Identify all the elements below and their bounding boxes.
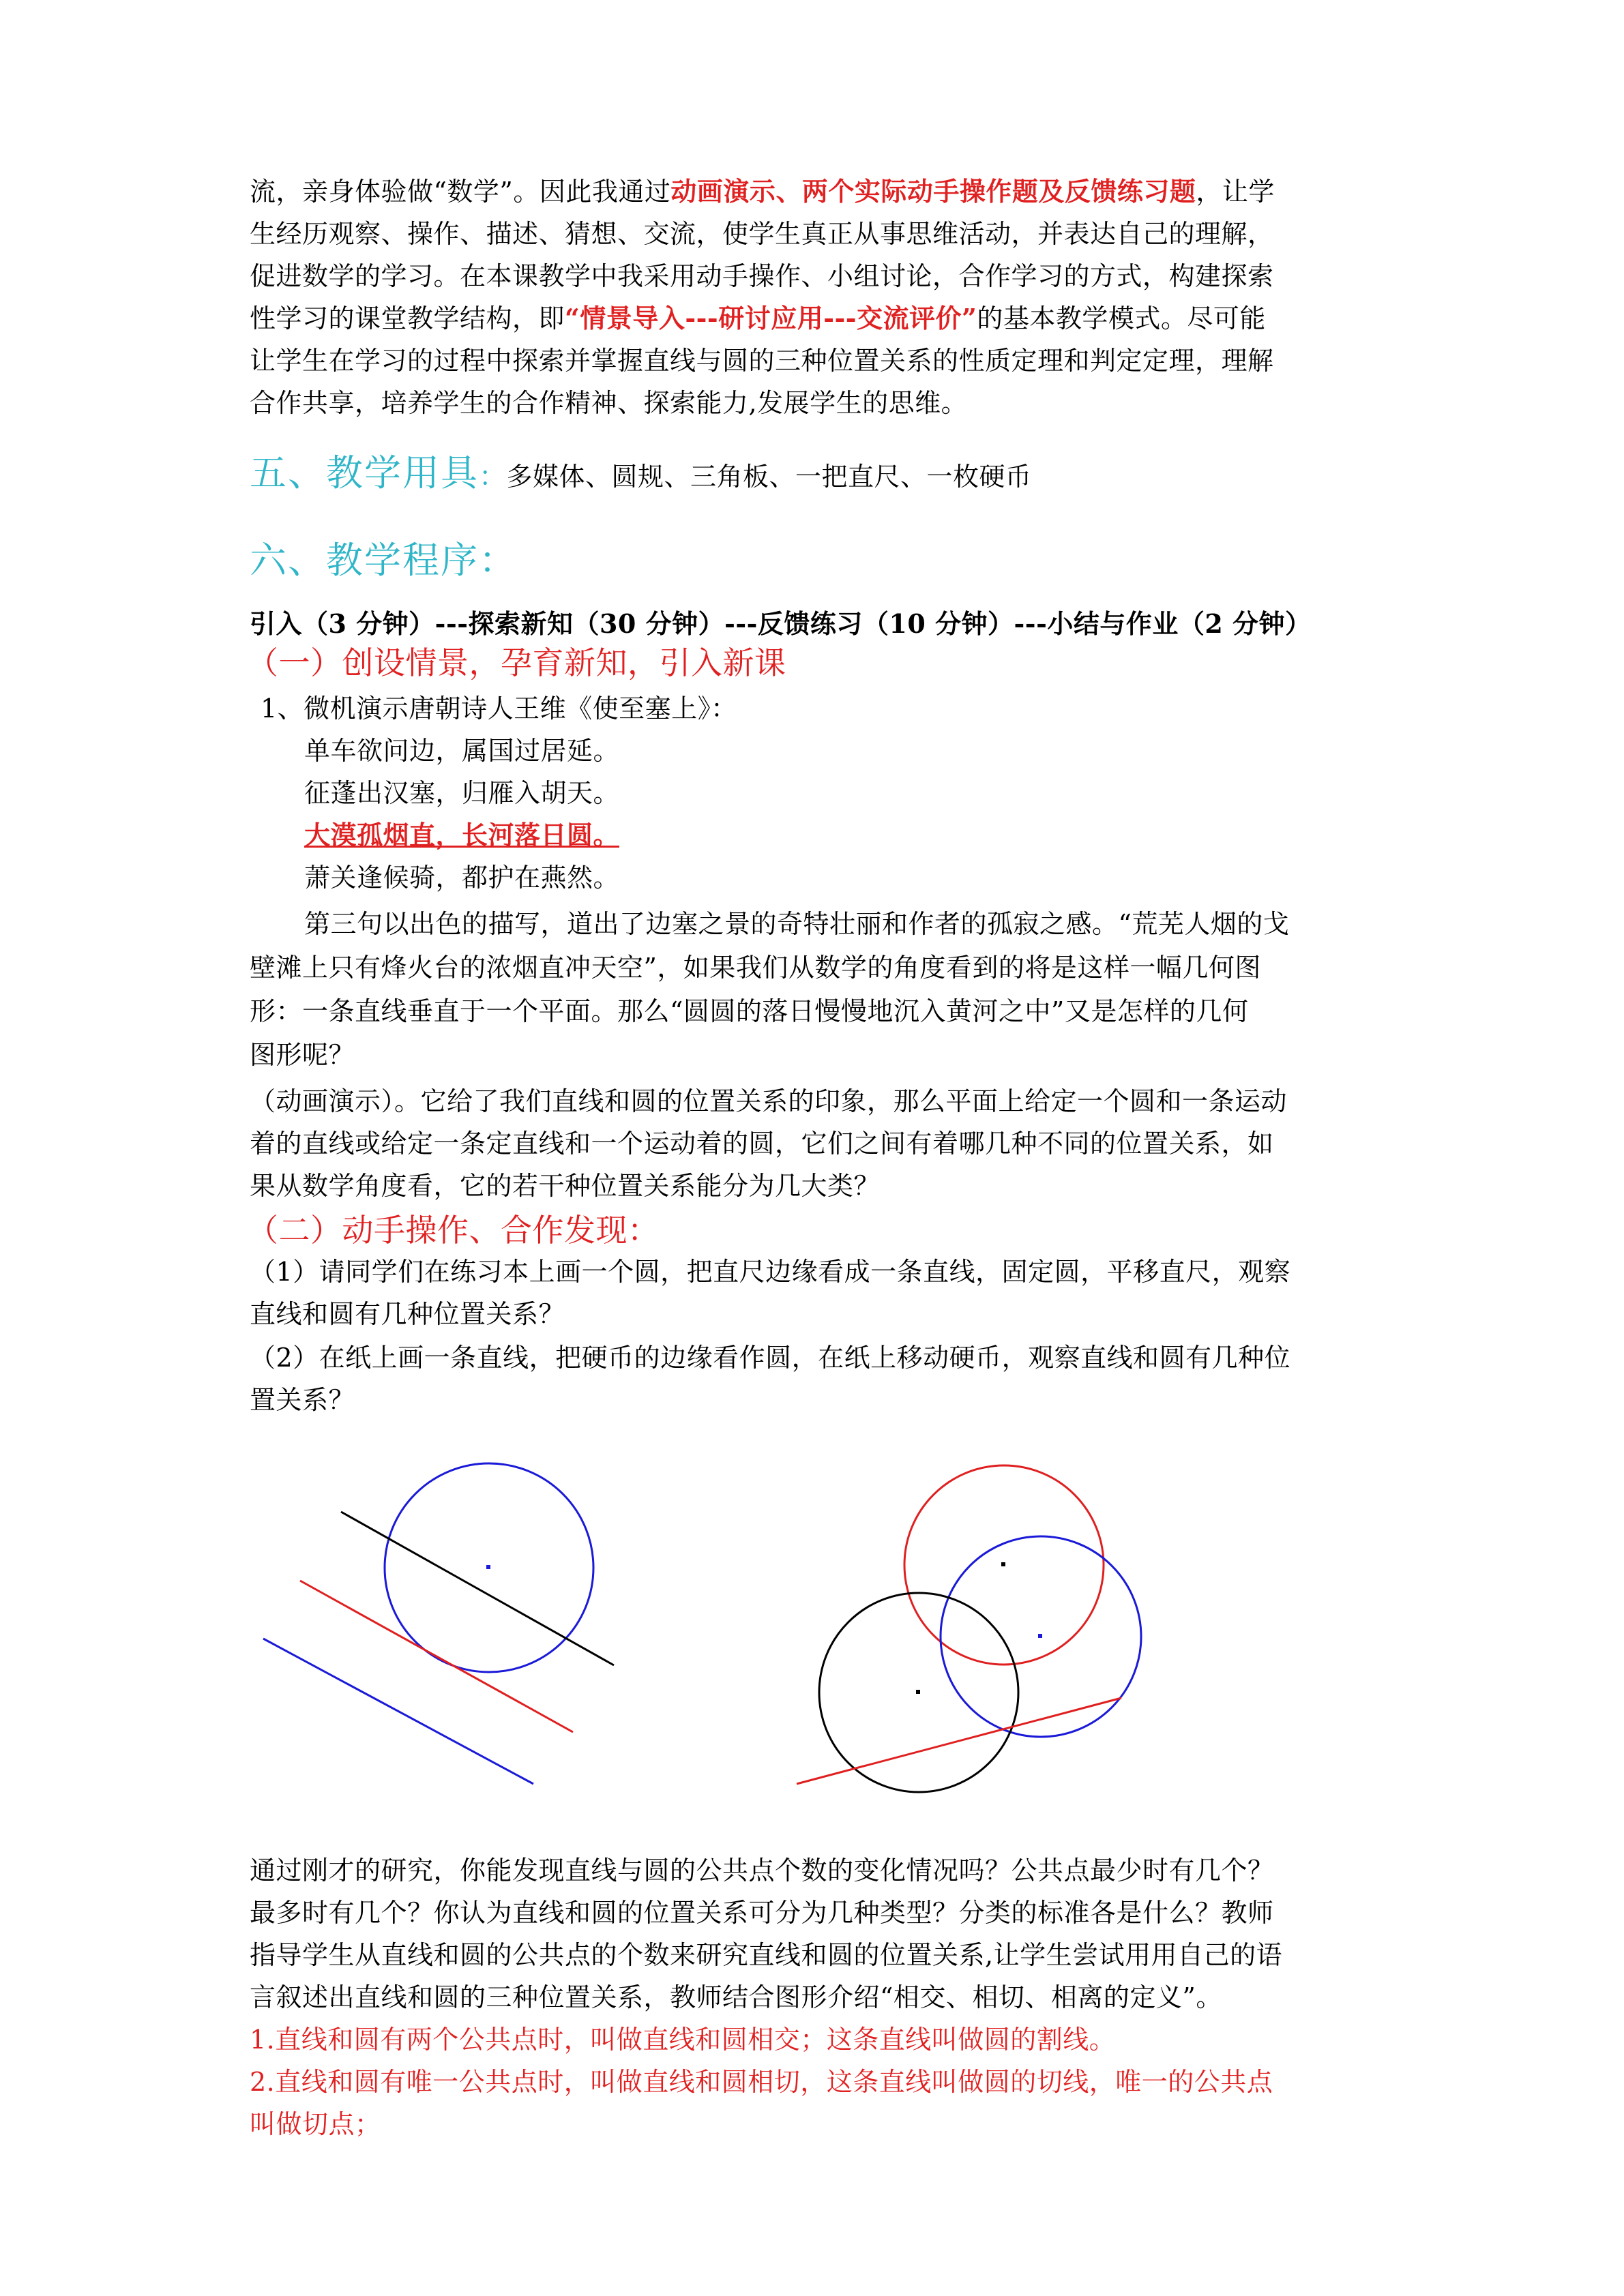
figure1-separate-line (263, 1639, 533, 1784)
figure2-dot-red (1001, 1562, 1005, 1566)
section3-line2: 最多时有几个？你认为直线和圆的位置关系可分为几种类型？分类的标准各是什么？教师 (250, 1898, 1274, 1928)
section2-q1-line2: 直线和圆有几种位置关系？ (250, 1299, 565, 1329)
figure-circle-moving (784, 1446, 1166, 1800)
section3-line1: 通过刚才的研究，你能发现直线与圆的公共点个数的变化情况吗？公共点最少时有几个？ (250, 1855, 1274, 1885)
section2-q2-line2: 置关系？ (250, 1385, 355, 1415)
para1-highlight-model: “情景导入---研讨应用---交流评价” (565, 303, 977, 333)
figure2-line (797, 1698, 1121, 1784)
tools-heading: 五、教学用具 (250, 451, 479, 494)
procedure-heading: 六、教学程序 (250, 539, 479, 582)
procedure-row (250, 536, 517, 588)
poem-line-4: 萧关逢候骑，都护在燕然。 (304, 863, 620, 893)
section2-q2-line1: （2）在纸上画一条直线，把硬币的边缘看作圆，在纸上移动硬币，观察直线和圆有几种位 (250, 1343, 1291, 1373)
figure1-center-dot (486, 1565, 490, 1569)
section2-q1-line1: （1）请同学们在练习本上画一个圆，把直尺边缘看成一条直线，固定圆，平移直尺，观察 (250, 1257, 1291, 1287)
para1-text: 流，亲身体验做“数学”。因此我通过 (250, 177, 671, 207)
section1-para-line7: 果从数学角度看，它的若干种位置关系能分为几大类？ (250, 1171, 881, 1201)
figure2-dot-black (916, 1690, 920, 1694)
section1-para-line4: 图形呢？ (250, 1040, 355, 1070)
section1-para-line2: 壁滩上只有烽火台的浓烟直冲天空”，如果我们从数学的角度看到的将是这样一幅几何图 (250, 953, 1261, 983)
definition-tangent-line1: 2.直线和圆有唯一公共点时，叫做直线和圆相切，这条直线叫做圆的切线，唯一的公共点 (250, 2067, 1273, 2097)
section1-para-line5: （动画演示）。它给了我们直线和圆的位置关系的印象，那么平面上给定一个圆和一条运动 (250, 1086, 1288, 1116)
section1-item1: 1、微机演示唐朝诗人王维《使至塞上》： (261, 694, 737, 724)
section1-para-line1: 第三句以出色的描写，道出了边塞之景的奇特壮丽和作者的孤寂之感。“荒芜人烟的戈 (304, 909, 1290, 939)
poem-line-1: 单车欲问边，属国过居延。 (304, 736, 620, 766)
procedure-timeline: 引入（3 分钟）---探索新知（30 分钟）---反馈练习（10 分钟）---小结与作业（2 分钟） (250, 608, 1312, 639)
para1-line5: 让学生在学习的过程中探索并掌握直线与圆的三种位置关系的性质定理和判定定理，理解 (250, 346, 1274, 376)
figure-lines-moving (252, 1446, 634, 1800)
para1-text: 性学习的课堂教学结构，即 (250, 303, 565, 333)
section3-line3: 指导学生从直线和圆的公共点的个数来研究直线和圆的位置关系,让学生尝试用用自己的语 (250, 1940, 1283, 1970)
section2-title: （二）动手操作、合作发现： (247, 1212, 660, 1249)
para1-line3: 促进数学的学习。在本课教学中我采用动手操作、小组讨论，合作学习的方式，构建探索 (250, 261, 1274, 291)
poem-line-2: 征蓬出汉塞，归雁入胡天。 (304, 778, 620, 808)
tools-colon: ： (479, 461, 507, 492)
para1-line2: 生经历观察、操作、描述、猜想、交流，使学生真正从事思维活动，并表达自己的理解， (250, 219, 1274, 249)
section3-line4: 言叙述出直线和圆的三种位置关系，教师结合图形介绍“相交、相切、相离的定义”。 (250, 1982, 1222, 2012)
poem-line-3: 大漠孤烟直，长河落日圆。 (304, 820, 620, 850)
figure1-tangent-line (300, 1581, 573, 1732)
para1-line6: 合作共享，培养学生的合作精神、探索能力,发展学生的思维。 (250, 388, 968, 418)
para1-line4 (250, 301, 1266, 336)
para1-highlight-methods: 动画演示、两个实际动手操作题及反馈练习题 (670, 176, 1196, 207)
section1-title: （一）创设情景，孕育新知，引入新课 (247, 644, 786, 681)
definition-tangent-line2: 叫做切点； (250, 2109, 381, 2139)
section1-para-line6: 着的直线或给定一条定直线和一个运动着的圆，它们之间有着哪几种不同的位置关系，如 (250, 1129, 1274, 1159)
section1-para-line3: 形：一条直线垂直于一个平面。那么“圆圆的落日慢慢地沉入黄河之中”又是怎样的几何 (250, 996, 1249, 1026)
tools-items: 多媒体、圆规、三角板、一把直尺、一枚硬币 (506, 462, 1032, 492)
figure2-dot-blue (1038, 1634, 1042, 1638)
para1-text: ，让学 (1196, 177, 1275, 207)
para1-line1 (250, 175, 1275, 209)
definition-intersect: 1.直线和圆有两个公共点时，叫做直线和圆相交；这条直线叫做圆的割线。 (250, 2025, 1116, 2055)
figure1-secant-line (341, 1512, 614, 1665)
para1-text: 的基本教学模式。尽可能 (977, 303, 1266, 333)
tools-row (250, 449, 1032, 501)
procedure-colon: ： (479, 539, 517, 582)
